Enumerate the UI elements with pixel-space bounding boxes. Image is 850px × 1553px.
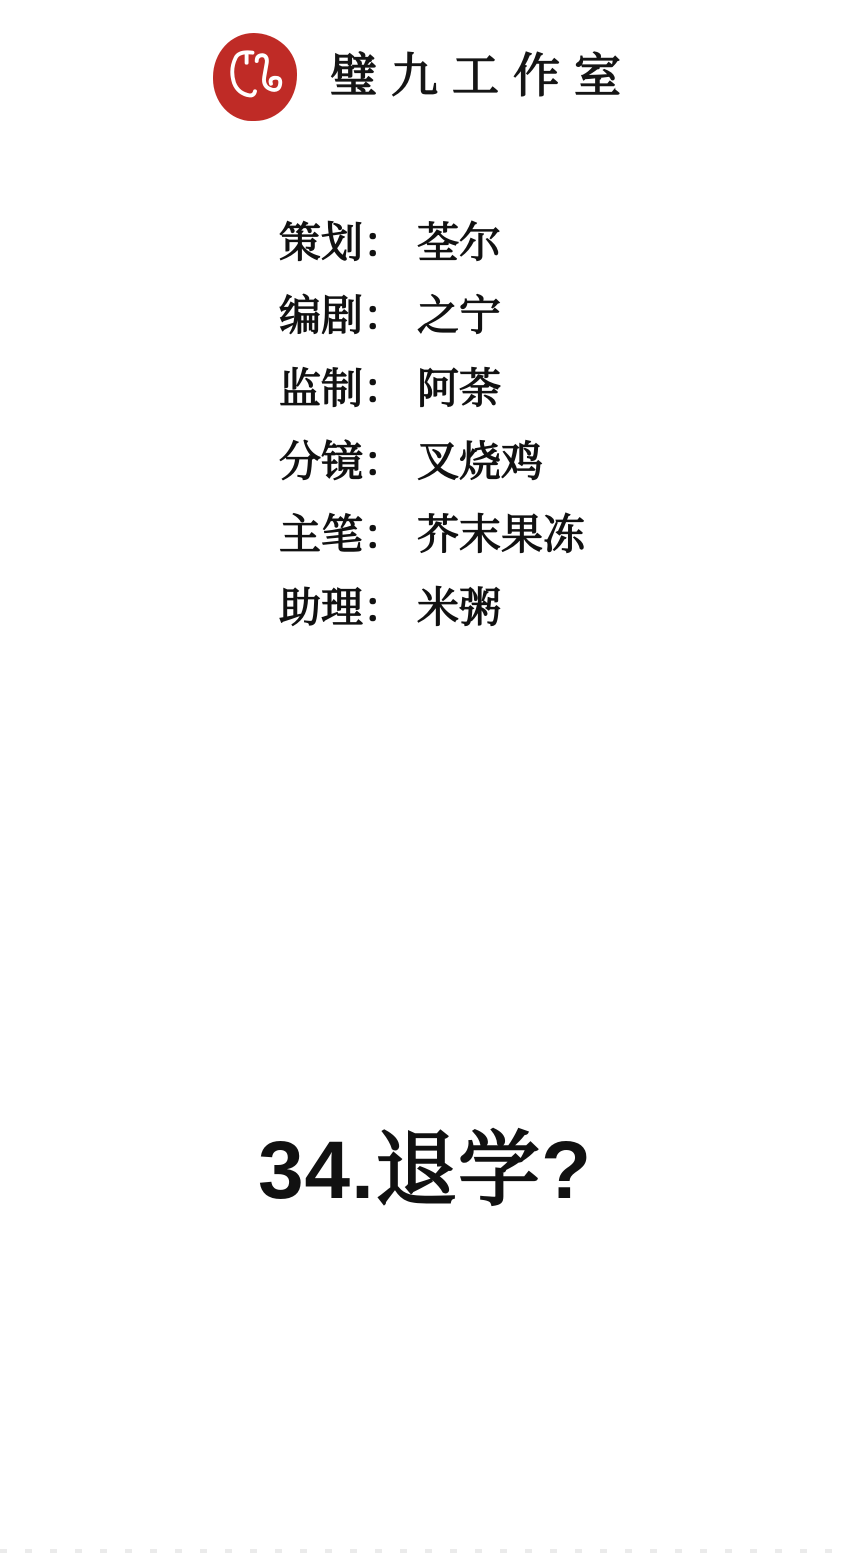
- studio-brand: [213, 33, 635, 121]
- credit-colon: ：: [363, 584, 406, 631]
- credit-colon: ：: [363, 292, 406, 339]
- credit-role: 助理: [279, 584, 364, 631]
- credit-name: 之宁: [417, 292, 502, 339]
- credit-colon: ：: [363, 438, 406, 485]
- credit-role: 分镜: [279, 438, 364, 485]
- credits-list: [279, 219, 586, 660]
- credit-role: 主笔: [279, 511, 364, 558]
- studio-logo-icon: [213, 33, 297, 121]
- credit-colon: ：: [363, 511, 406, 558]
- credit-line-screenwriter: [279, 292, 585, 339]
- credit-colon: ：: [363, 219, 406, 266]
- credit-name: 芥末果冻: [417, 511, 586, 558]
- credit-name: 叉烧鸡: [417, 438, 544, 485]
- next-panel-edge: [0, 1549, 850, 1553]
- credit-name: 米粥: [417, 584, 502, 631]
- credit-line-storyboard: [279, 438, 585, 485]
- credit-line-supervisor: [279, 365, 585, 412]
- credit-line-lead-artist: [279, 511, 586, 558]
- credit-role: 监制: [279, 365, 364, 412]
- credit-role: 编剧: [279, 292, 364, 339]
- credit-name: 阿荼: [417, 365, 502, 412]
- studio-name: 璧九工作室: [330, 51, 635, 103]
- credit-name: 荃尔: [417, 219, 502, 266]
- chapter-title: 34.退学?: [257, 1125, 593, 1216]
- credit-role: 策划: [279, 219, 364, 266]
- credit-colon: ：: [363, 365, 406, 412]
- credit-line-planning: [279, 219, 585, 266]
- credit-line-assistant: [279, 584, 585, 631]
